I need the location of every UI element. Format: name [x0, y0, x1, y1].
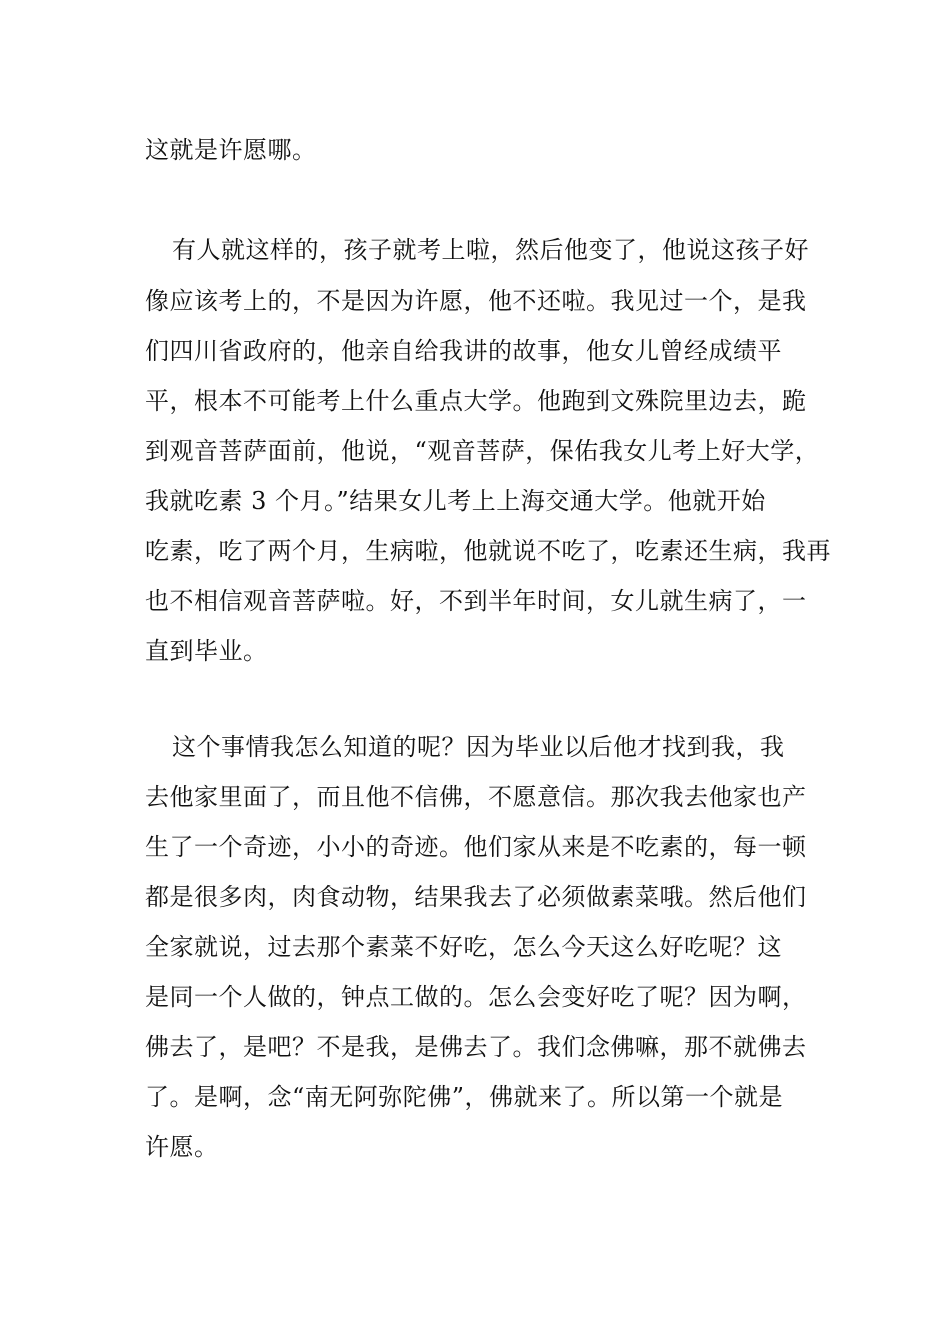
- text-line: 直到毕业。: [145, 637, 268, 665]
- text-line: 许愿。: [145, 1133, 219, 1161]
- text-line: 吃素，吃了两个月，生病啦，他就说不吃了，吃素还生病，我再: [145, 537, 831, 565]
- text-line: 我就吃素 3 个月。”结果女儿考上上海交通大学。他就开始: [145, 487, 766, 515]
- text-line: 这个事情我怎么知道的呢？因为毕业以后他才找到我，我: [172, 733, 785, 761]
- text-line: 也不相信观音菩萨啦。好，不到半年时间，女儿就生病了，一: [145, 587, 807, 615]
- text-line: 们四川省政府的，他亲自给我讲的故事，他女儿曾经成绩平: [145, 337, 782, 365]
- text-line: 都是很多肉，肉食动物，结果我去了必须做素菜哦。然后他们: [145, 883, 807, 911]
- text-line: 了。是啊，念“南无阿弥陀佛”，佛就来了。所以第一个就是: [145, 1083, 784, 1111]
- text-line: 有人就这样的，孩子就考上啦，然后他变了，他说这孩子好: [172, 236, 809, 264]
- text-line: 佛去了，是吧？不是我，是佛去了。我们念佛嘛，那不就佛去: [145, 1033, 807, 1061]
- text-line: 去他家里面了，而且他不信佛，不愿意信。那次我去他家也产: [145, 783, 807, 811]
- text-line: 平，根本不可能考上什么重点大学。他跑到文殊院里边去，跪: [145, 387, 807, 415]
- text-line: 是同一个人做的，钟点工做的。怎么会变好吃了呢？因为啊，: [145, 983, 807, 1011]
- text-line: 生了一个奇迹，小小的奇迹。他们家从来是不吃素的，每一顿: [145, 833, 807, 861]
- text-line: 这就是许愿哪。: [145, 136, 317, 164]
- text-line: 全家就说，过去那个素菜不好吃，怎么今天这么好吃呢？这: [145, 933, 782, 961]
- text-line: 到观音菩萨面前，他说，“观音菩萨，保佑我女儿考上好大学，: [145, 437, 820, 465]
- text-line: 像应该考上的，不是因为许愿，他不还啦。我见过一个，是我: [145, 287, 807, 315]
